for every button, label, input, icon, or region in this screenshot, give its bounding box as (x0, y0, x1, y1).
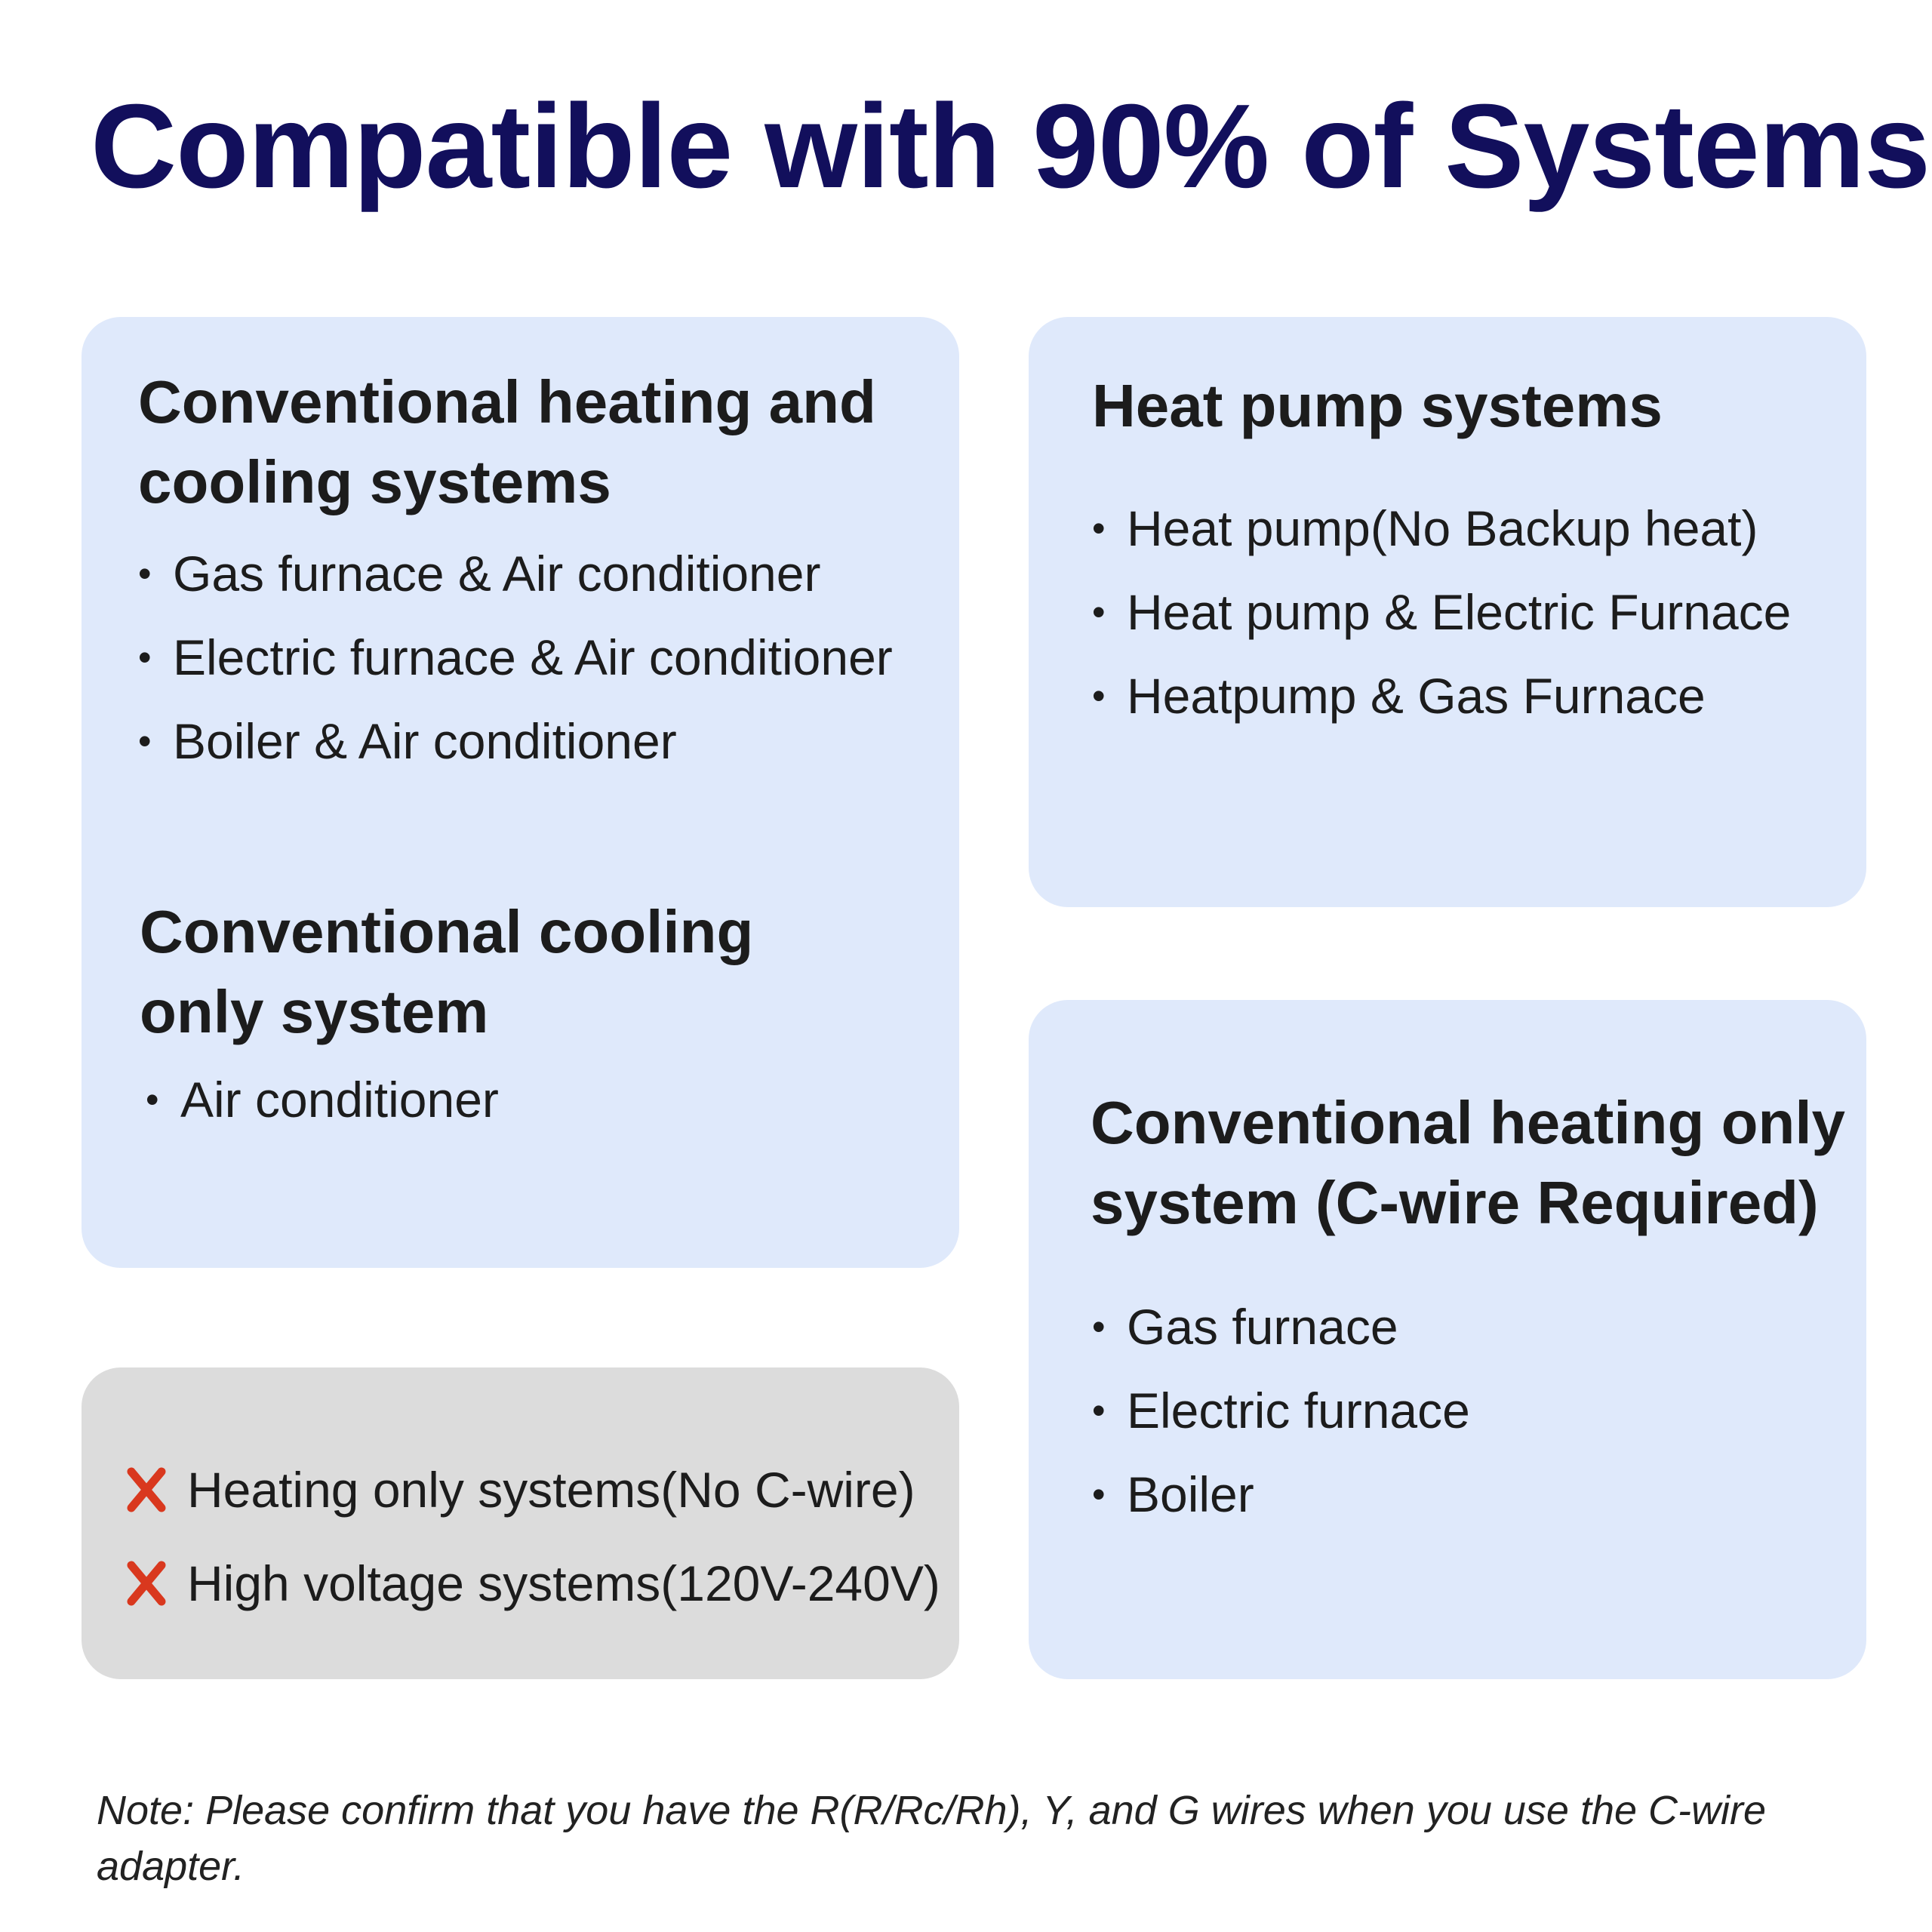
card-conventional-systems (82, 317, 959, 1268)
card-incompatible-systems (82, 1367, 959, 1679)
list-item: • Air conditioner (146, 1058, 499, 1142)
section-title-heating-only (1091, 1083, 1845, 1243)
bullet-icon: • (1092, 1473, 1106, 1515)
list-incompatible (119, 1443, 940, 1630)
list-item: Heating only systems(No C-wire) (119, 1443, 940, 1537)
section-title-line: cooling systems (138, 448, 611, 515)
bullet-icon: • (138, 636, 152, 678)
bullet-icon: • (1092, 591, 1106, 633)
list-item: • Electric furnace (1092, 1369, 1470, 1453)
list-item: • Gas furnace & Air conditioner (138, 532, 893, 616)
cross-icon (125, 1561, 168, 1606)
list-item: • Heat pump(No Backup heat) (1092, 487, 1791, 571)
list-cooling-only (146, 1058, 499, 1142)
section-title-line: Conventional cooling (140, 898, 754, 965)
bullet-icon: • (138, 720, 152, 762)
page-title: Compatible with 90% of Systems (91, 80, 1930, 213)
card-heating-only-system (1029, 1000, 1866, 1679)
section-title-line: system (C-wire Required) (1091, 1169, 1819, 1236)
bullet-icon: • (1092, 1306, 1106, 1348)
bullet-icon: • (1092, 675, 1106, 717)
list-item: • Electric furnace & Air conditioner (138, 616, 893, 700)
list-heat-pump (1092, 487, 1791, 738)
list-heating-only (1092, 1285, 1470, 1537)
section-title-line: Conventional heating and (138, 368, 876, 435)
bullet-icon: • (146, 1078, 159, 1121)
section-title-line: Conventional heating only (1091, 1089, 1846, 1156)
list-item: High voltage systems(120V-240V) (119, 1537, 940, 1630)
list-item: • Heatpump & Gas Furnace (1092, 654, 1791, 738)
list-item: • Boiler (1092, 1453, 1470, 1537)
card-heat-pump-systems (1029, 317, 1866, 907)
section-title-heating-cooling (138, 362, 876, 522)
note-text: Note: Please confirm that you have the R(R/Rc/Rh), Y, and G wires when you use the C-wire adapter. (97, 1788, 1767, 1889)
list-item: • Heat pump & Electric Furnace (1092, 571, 1791, 654)
cross-icon (125, 1467, 168, 1512)
section-title-line: only system (140, 978, 489, 1045)
list-item: • Gas furnace (1092, 1285, 1470, 1369)
section-title-heat-pump: Heat pump systems (1092, 372, 1663, 439)
bullet-icon: • (1092, 1389, 1106, 1432)
list-item: • Boiler & Air conditioner (138, 700, 893, 783)
list-heating-cooling (138, 532, 893, 783)
bullet-icon: • (1092, 507, 1106, 549)
bullet-icon: • (138, 552, 152, 595)
section-title-cooling-only (140, 892, 753, 1052)
